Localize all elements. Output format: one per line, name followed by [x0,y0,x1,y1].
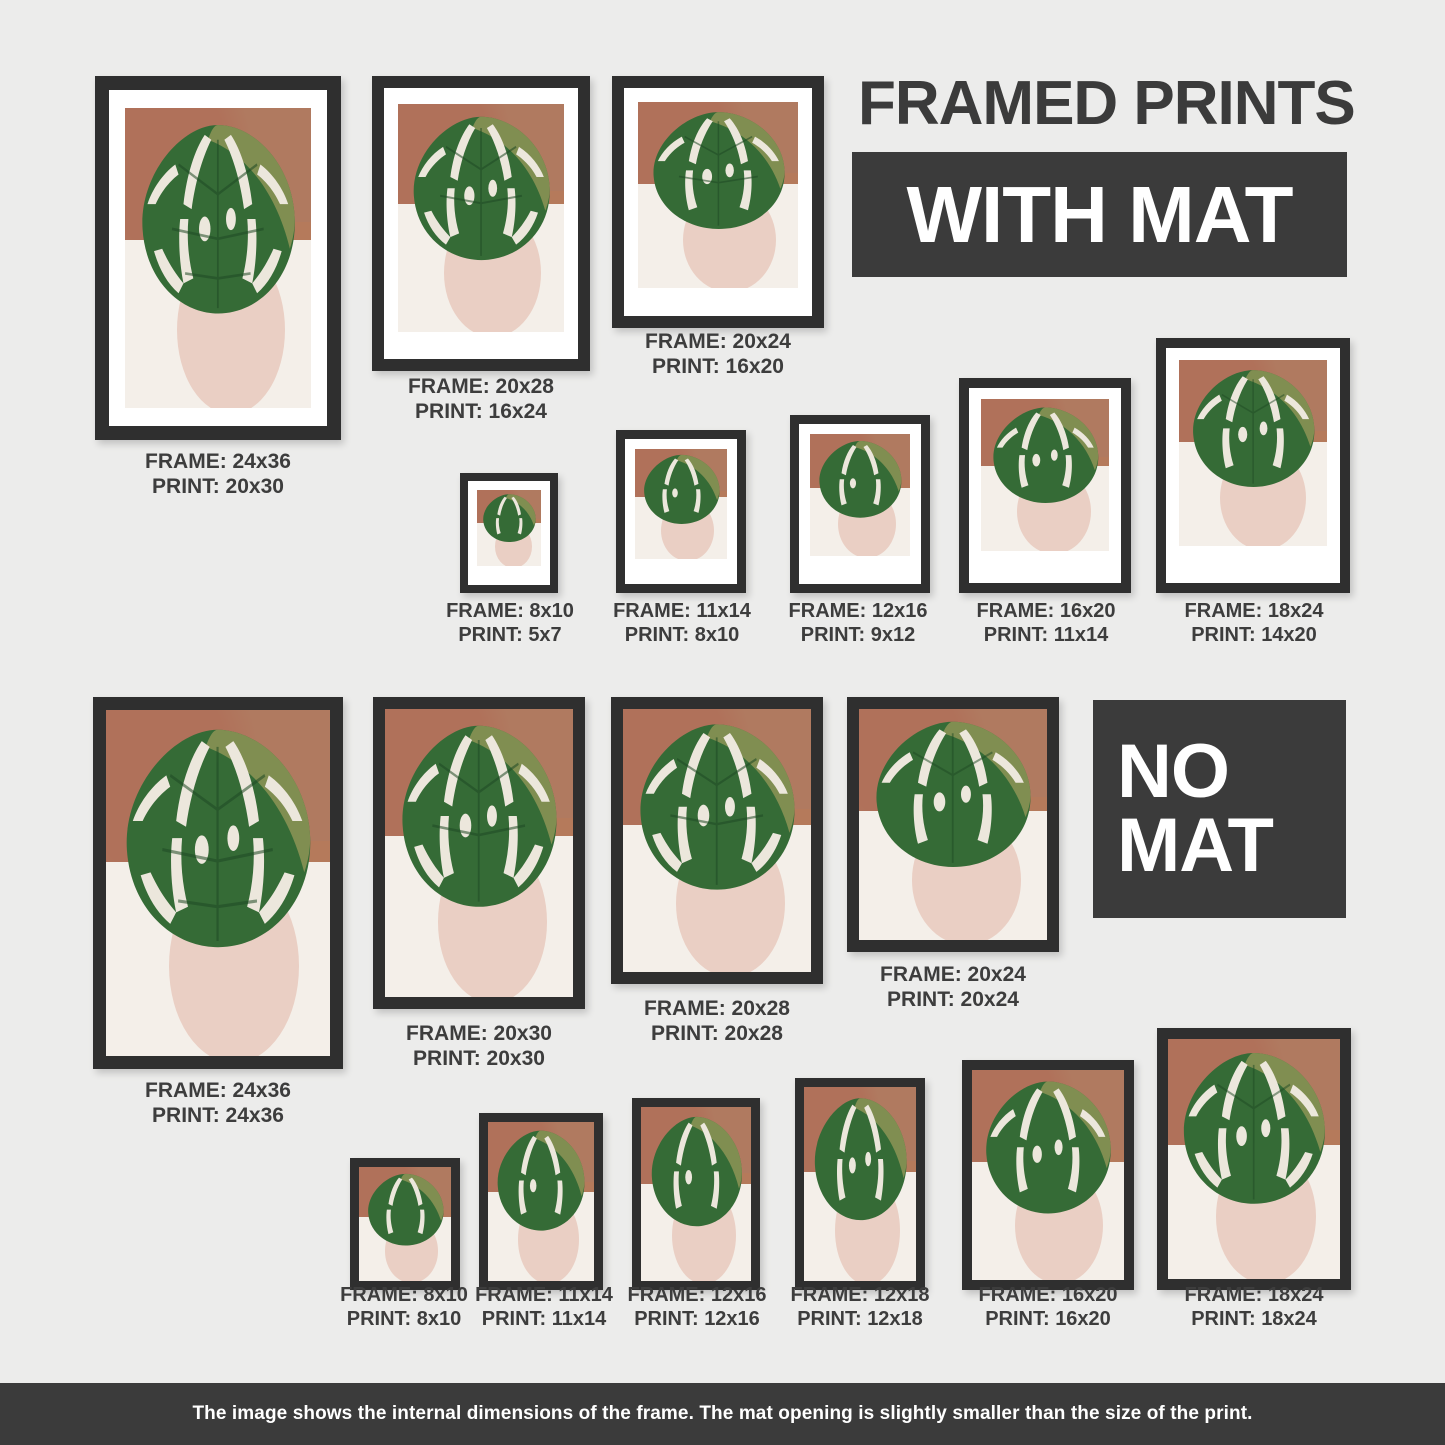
caption-frame: FRAME: 20x28 [644,997,790,1020]
caption-no-mat-24x36 [98,1079,338,1129]
artwork [638,102,798,288]
caption-print: PRINT: 12x18 [797,1307,923,1330]
caption-frame: FRAME: 20x28 [408,375,554,398]
caption-print: PRINT: 20x30 [413,1046,545,1070]
artwork [477,490,541,566]
caption-no-mat-12x18 [784,1284,936,1331]
artwork [804,1087,916,1281]
caption-print: PRINT: 20x28 [651,1021,783,1045]
caption-frame: FRAME: 24x36 [145,1079,291,1102]
no-mat-line-2: MAT [1117,803,1273,888]
artwork [810,434,910,556]
artwork [125,108,311,408]
caption-with-mat-16x20 [968,600,1124,647]
monstera-leaf-icon [989,405,1102,505]
monstera-leaf-icon [981,1078,1115,1217]
monstera-leaf-icon [481,493,537,543]
page-title-framed-prints: FRAMED PRINTS [858,69,1355,138]
caption-print: PRINT: 11x14 [481,1307,607,1330]
artwork [1179,360,1327,546]
monstera-leaf-icon [634,720,799,894]
no-mat-line-1: NO [1117,728,1229,814]
caption-frame: FRAME: 20x24 [880,963,1026,986]
caption-no-mat-20x30 [358,1022,600,1072]
caption-frame: FRAME: 24x36 [145,450,291,473]
monstera-leaf-icon [136,120,300,318]
caption-no-mat-11x14 [470,1284,618,1331]
caption-frame: FRAME: 18x24 [1184,1284,1324,1306]
caption-print: PRINT: 18x24 [1191,1307,1317,1330]
monstera-leaf-icon [1188,367,1318,490]
footer-note-text: The image shows the internal dimensions of the frame. The mat opening is slightly smaller than the size of the print. [192,1403,1253,1424]
caption-print: PRINT: 9x12 [800,623,916,646]
caption-frame: FRAME: 16x20 [978,1284,1118,1306]
caption-print: PRINT: 5x7 [458,623,562,646]
artwork [972,1070,1124,1280]
caption-print: PRINT: 16x24 [415,399,547,423]
caption-frame: FRAME: 12x18 [790,1284,930,1306]
monstera-leaf-icon [494,1128,587,1233]
caption-print: PRINT: 16x20 [652,354,784,378]
caption-frame: FRAME: 12x16 [627,1284,767,1306]
caption-print: PRINT: 20x30 [152,474,284,498]
monstera-leaf-icon [648,109,789,232]
monstera-leaf-icon [408,113,554,263]
caption-no-mat-20x24 [832,963,1074,1013]
caption-no-mat-12x16 [622,1284,772,1331]
monstera-leaf-icon [816,439,904,520]
artwork [641,1107,751,1281]
caption-print: PRINT: 8x10 [346,1307,462,1330]
monstera-leaf-icon [870,718,1035,870]
caption-print: PRINT: 8x10 [624,623,740,646]
artwork [981,399,1109,551]
artwork [635,449,727,559]
artwork [106,710,330,1056]
caption-frame: FRAME: 16x20 [976,600,1116,622]
caption-frame: FRAME: 18x24 [1184,600,1324,622]
caption-with-mat-24x36 [98,450,338,500]
caption-frame: FRAME: 20x24 [645,330,791,353]
caption-frame: FRAME: 12x16 [788,600,928,622]
artwork [488,1122,594,1281]
caption-with-mat-18x24 [1176,600,1332,647]
artwork [398,104,564,332]
caption-with-mat-20x24 [598,330,838,380]
artwork [1168,1039,1340,1279]
caption-no-mat-16x20 [970,1284,1126,1331]
caption-no-mat-18x24 [1176,1284,1332,1331]
caption-print: PRINT: 14x20 [1191,623,1317,646]
caption-frame: FRAME: 20x30 [406,1022,552,1045]
footer-note-bar [0,1383,1445,1445]
monstera-leaf-icon [648,1114,745,1229]
caption-print: PRINT: 24x36 [152,1103,284,1127]
caption-frame: FRAME: 11x14 [613,600,751,622]
monstera-leaf-icon [811,1095,910,1223]
monstera-leaf-icon [119,724,316,952]
caption-print: PRINT: 16x20 [985,1307,1111,1330]
caption-frame: FRAME: 8x10 [446,600,574,622]
caption-frame: FRAME: 11x14 [475,1284,613,1306]
artwork [359,1167,451,1281]
caption-print: PRINT: 12x16 [634,1307,760,1330]
artwork [859,709,1047,940]
monstera-leaf-icon [396,721,561,911]
monstera-leaf-icon [365,1172,446,1247]
caption-with-mat-12x16 [782,600,934,647]
monstera-leaf-icon [641,453,722,526]
page-title-with-mat: WITH MAT [852,152,1347,277]
caption-print: PRINT: 20x24 [887,987,1019,1011]
caption-with-mat-11x14 [606,600,758,647]
caption-no-mat-8x10 [330,1284,478,1331]
caption-with-mat-20x28 [360,375,602,425]
artwork [385,709,573,997]
caption-no-mat-20x28 [596,997,838,1047]
caption-frame: FRAME: 8x10 [340,1284,468,1306]
section-title-no-mat [1093,700,1346,918]
caption-with-mat-8x10 [440,600,580,647]
artwork [623,709,811,972]
monstera-leaf-icon [1178,1049,1329,1207]
caption-print: PRINT: 11x14 [983,623,1109,646]
